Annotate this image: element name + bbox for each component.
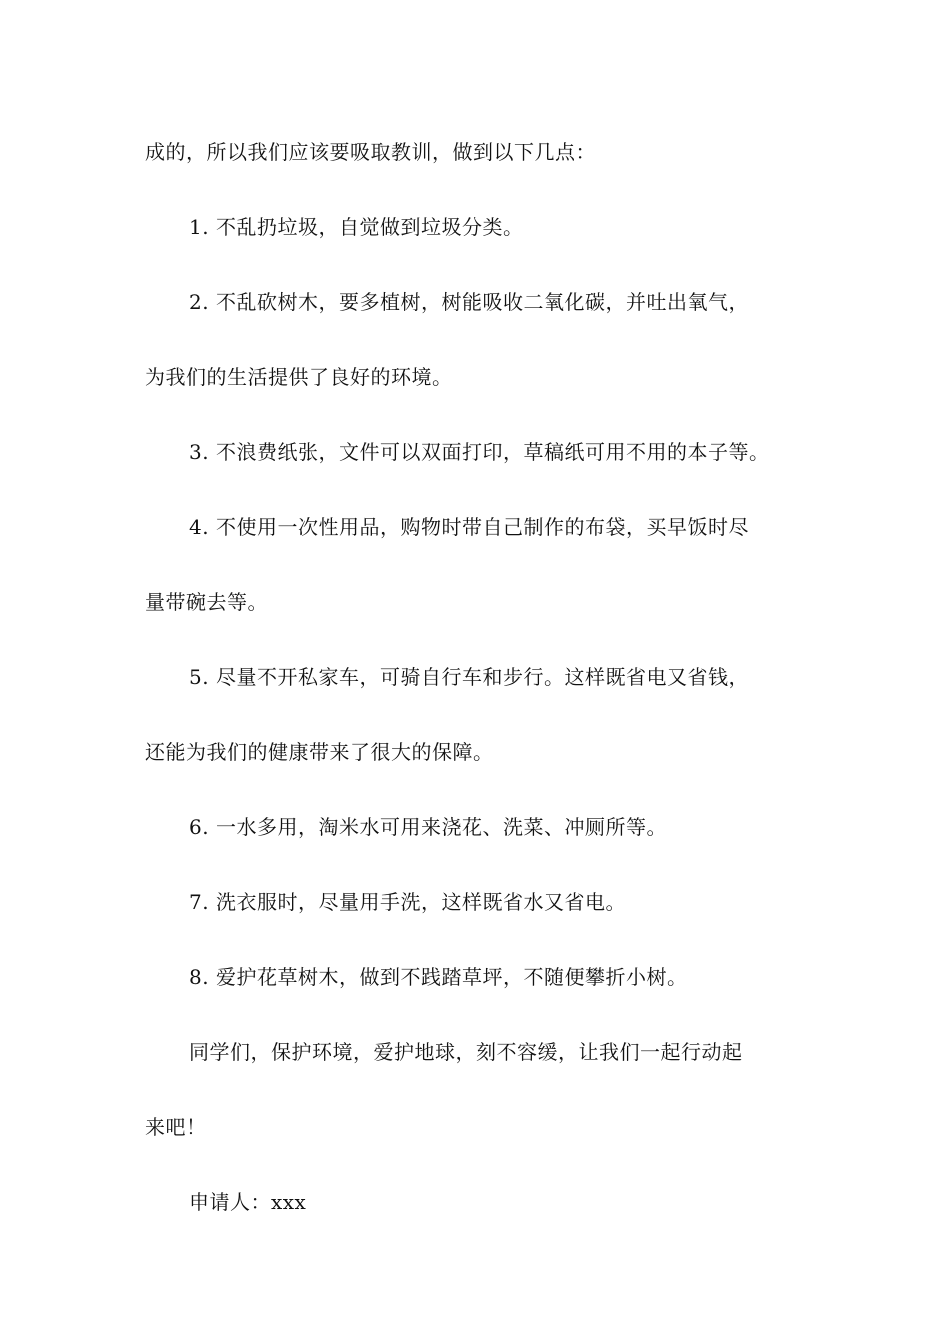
list-item-2-continuation: 为我们的生活提供了良好的环境。 <box>145 365 453 389</box>
text-line: 成的，所以我们应该要吸取教训，做到以下几点： <box>145 140 596 164</box>
list-item-5-continuation: 还能为我们的健康带来了很大的保障。 <box>145 740 494 764</box>
list-item-3: 3. 不浪费纸张，文件可以双面打印，草稿纸可用不用的本子等。 <box>189 440 770 464</box>
closing-paragraph-continuation: 来吧！ <box>145 1115 207 1139</box>
closing-paragraph: 同学们，保护环境，爱护地球，刻不容缓，让我们一起行动起 <box>189 1040 743 1064</box>
list-item-4-continuation: 量带碗去等。 <box>145 590 268 614</box>
list-item-1: 1. 不乱扔垃圾，自觉做到垃圾分类。 <box>189 215 524 239</box>
applicant-signature: 申请人：xxx <box>189 1190 307 1214</box>
list-item-5: 5. 尽量不开私家车，可骑自行车和步行。这样既省电又省钱， <box>189 665 749 689</box>
list-item-2: 2. 不乱砍树木，要多植树，树能吸收二氧化碳，并吐出氧气， <box>189 290 749 314</box>
list-item-7: 7. 洗衣服时，尽量用手洗，这样既省水又省电。 <box>189 890 626 914</box>
list-item-8: 8. 爱护花草树木，做到不践踏草坪，不随便攀折小树。 <box>189 965 688 989</box>
list-item-4: 4. 不使用一次性用品，购物时带自己制作的布袋，买早饭时尽 <box>189 515 749 539</box>
list-item-6: 6. 一水多用，淘米水可用来浇花、洗菜、冲厕所等。 <box>189 815 667 839</box>
